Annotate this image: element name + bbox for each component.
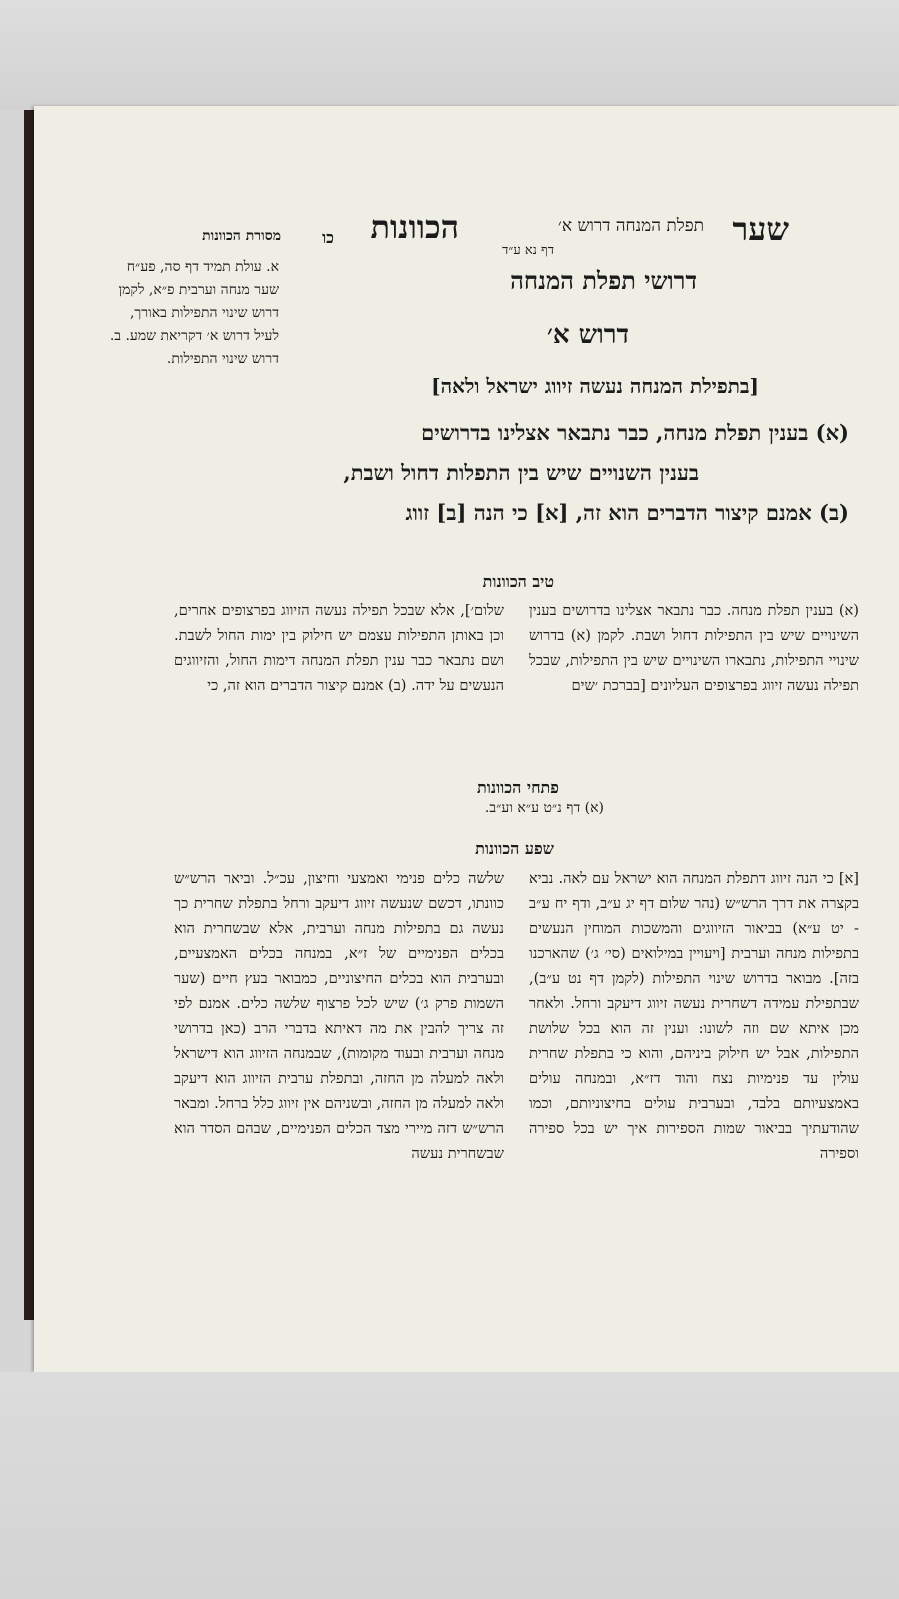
running-head-section: תפלת המנחה דרוש א׳	[557, 216, 704, 236]
patchei-title: פתחי הכוונות	[477, 778, 559, 797]
masoret-title: מסורת הכוונות	[202, 228, 281, 244]
patchei-text: (א) דף נ״ט ע״א וע״ב.	[484, 800, 604, 816]
running-head-daf: דף נא ע״ד	[502, 243, 554, 258]
masoret-text: א. עולת תמיד דף סה, פע״ח שער מנחה וערבית פ״א, לקמן דרוש שינוי התפילות באורך, לעיל דרוש א׳ דקריאת שמע. ב. דרוש שינוי התפילות.	[109, 259, 279, 367]
shefa-right-column: [א] כי הנה זיווג דתפלת המנחה הוא ישראל עם לאה. נביא בקצרה את דרך הרש״ש (נהר שלום דף יג ע״ב, ודף יח ע״ב - יט ע״א) בביאור הזיווגים והמשכות המוחין הנעשים בתפילות מנחה וערבית [ויעויין במילואים (סי׳ ג׳) שהארכנו בזה]. מבואר בדרוש שינוי התפילות (לקמן דף נט ע״ב), שבתפילת עמידה דשחרית נעשה זיווג דיעקב ורחל. ולאחר מכן איתא שם וזה לשונו: וענין זה הוא בכל שלושת התפילות, אבל יש חילוק ביניהם, והוא כי בתפלת שחרית עולין עד פנימיות נצח והוד דז״א, ובמנחה עולים באמצעיותם בלבד, ובערבית עולים בחיצוניותם, וכמו שהודעתיך בביאור שמות הספירות איך יש בכל ספירה וספירה	[529, 870, 859, 1162]
chapter-title: דרושי תפלת המנחה	[510, 266, 697, 295]
main-text-line-3: (ב) אמנם קיצור הדברים הוא זה, [א] כי הנה [ב] זווג	[405, 500, 849, 525]
book-spine	[24, 110, 34, 1320]
background-top	[0, 0, 899, 110]
bracket-title: [בתפילת המנחה נעשה זיווג ישראל ולאה]	[431, 374, 759, 398]
running-head-hakavanot: הכוונות	[370, 208, 459, 246]
book-page	[34, 106, 899, 1372]
tiv-left-column: שלום׳], אלא שבכל תפילה נעשה הזיווג בפרצופים אחרים, וכן באותן התפילות עצמם יש חילוק בין ימות החול לשבת. ושם נתבאר כבר ענין תפלת המנחה דימות החול, והזיווגים הנעשים על ידה. (ב) אמנם קיצור הדברים הוא זה, כי	[174, 602, 504, 694]
main-text-line-2: בענין השנויים שיש בין התפלות דחול ושבת,	[343, 460, 699, 485]
drush-title: דרוש א׳	[546, 320, 629, 350]
tiv-right-column: (א) בענין תפלת מנחה. כבר נתבאר אצלינו בדרושים בענין השינויים שיש בין התפילות דחול ושבת. לקמן (א) בדרוש שינויי התפילות, נתבארו השינויים שיש בין התפילות, שבכל תפילה נעשה זיווג בפרצופים העליונים [בברכת ׳שים	[529, 602, 859, 694]
shefa-title: שפע הכוונות	[475, 839, 554, 858]
running-head-shaar: שער	[732, 210, 789, 248]
background-bottom	[0, 1372, 899, 1599]
main-text-line-1: (א) בענין תפלת מנחה, כבר נתבאר אצלינו בדרושים	[421, 420, 849, 445]
page-number: כו	[322, 228, 334, 247]
tiv-title: טיב הכוונות	[482, 572, 554, 591]
shefa-left-column: שלשה כלים פנימי ואמצעי וחיצון, עכ״ל. וביאר הרש״ש כוונתו, דכשם שנעשה זיווג דיעקב ורחל בתפלת שחרית כך נעשה גם בתפילות מנחה וערבית, אלא שבשחרית הוא בכלים הפנימיים של ז״א, במנחה בכלים האמצעיים, ובערבית הוא בכלים החיצוניים, כמבואר בעץ חיים (שער השמות פרק ג׳) שיש לכל פרצוף שלשה כלים. אמנם לפי זה צריך להבין את מה דאיתא בדברי הרב (כאן בדרושי מנחה וערבית ובעוד מקומות), שבמנחה הזיווג הוא דישראל ולאה למעלה מן החזה, ובתפלת ערבית הזיווג הוא דיעקב ולאה למעלה מן החזה, ובשניהם אין זיווג כלל ברחל. ומבאר הרש״ש דזה מיירי מצד הכלים הפנימיים, שבהם הסדר הוא שבשחרית נעשה	[174, 870, 504, 1162]
